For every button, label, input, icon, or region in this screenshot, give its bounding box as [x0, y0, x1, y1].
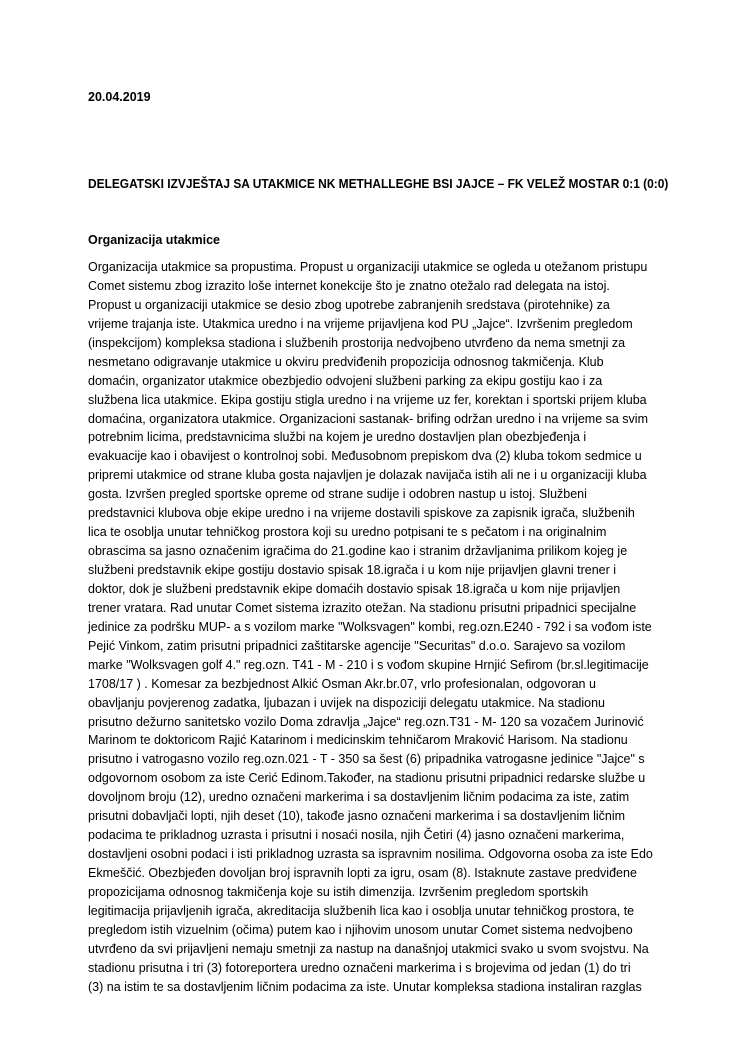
body-line: prisutno i vatrogasno vozilo reg.ozn.021 - T - 350 sa šest (6) pripadnika vatrogasne jedinice "Jajce" s — [88, 752, 645, 767]
section-heading: Organizacija utakmice — [88, 233, 221, 247]
body-line: lica te osoblja unutar tehničkog prostora koji su uredno potpisani te s pečatom i na originalnim — [88, 525, 607, 540]
body-line: doktor, dok je službeni predstavnik ekipe domaćih dostavio spisak 18.igrača u kom nije prijavljen — [88, 581, 621, 596]
body-line: legitimacija prijavljenih igrača, akreditacija službenih lica kao i osoblja unutar tehničkog prostora, te — [88, 903, 635, 918]
body-line: Pejić Vinkom, zatim prisutni pripadnici zaštitarske agencije "Securitas" d.o.o. Sarajevo sa vozilom — [88, 638, 626, 653]
body-line: pripremi utakmice od strane kluba gosta najavljen je dolazak navijača istih ali ne i u organizaciji kluba — [88, 468, 647, 483]
body-line: obrascima sa jasno označenim igračima do 21.godine kao i stranim državljanima prilikom kojeg je — [88, 544, 628, 559]
body-line: nesmetano odigravanje utakmice u okviru predviđenih propozicija odnosnog takmičenja. Klub — [88, 354, 604, 369]
body-line: 1708/17 ) . Komesar za bezbjednost Alkić Osman Akr.br.07, vrlo profesionalan, odgovoran u — [88, 676, 596, 691]
body-line: službeni predstavnik ekipe gostiju dostavio spisak 18.igrača i u kom nije prijavljen glavni trener i — [88, 563, 617, 577]
body-line: Marinom te doktoricom Rajić Katarinom i medicinskim tehničarom Mraković Harisom. Na stadionu — [88, 733, 628, 748]
body-line: stadionu prisutna i tri (3) fotoreportera uredno označeni markerima i s brojevima od jedan (1) do tri — [88, 960, 631, 975]
body-line: prisutni dobavljači lopti, njih deset (10), takođe jasno označeni markerima i sa dostavljenim ličnim — [88, 809, 626, 824]
report-date: 20.04.2019 — [88, 90, 151, 104]
body-paragraph — [88, 258, 668, 997]
body-line: marke "Wolksvagen golf 4." reg.ozn. T41 - M - 210 i s vođom skupine Hrnjić Sefirom (br.sl.legitimacije — [88, 657, 649, 672]
body-line: odgovornom osobom za iste Cerić Edinom.Također, na stadionu prisutni pripadnici redarske službe u — [88, 771, 646, 786]
body-line: (3) na istim te sa dostavljenim ličnim podacima za iste. Unutar kompleksa stadiona instaliran razglas — [88, 979, 642, 994]
body-line: utvrđeno da svi prijavljeni nemaju smetnji za nastup na današnjoj utakmici svako u svom svojstvu. Na — [88, 941, 649, 956]
body-line: pregledom istih vizuelnim (očima) putem kao i njihovim unosom unutar Comet sistema nedvojbeno — [88, 922, 633, 937]
body-line: Propust u organizaciji utakmice se desio zbog upotrebe zabranjenih sredstava (pirotehnike) za — [88, 297, 610, 312]
body-line: Ekmeščić. Obezbjeđen dovoljan broj ispravnih lopti za igru, osam (8). Istaknute zastave predviđene — [88, 866, 637, 880]
body-line: predstavnici klubova obje ekipe uredno i na vrijeme dostavili spiskove za zapisnik igrača, službenih — [88, 506, 635, 521]
report-title: DELEGATSKI IZVJEŠTAJ SA UTAKMICE NK METHALLEGHE BSI JAJCE – FK VELEŽ MOSTAR 0:1 (0:0) — [88, 177, 669, 191]
body-line: vrijeme trajanja iste. Utakmica uredno i na vrijeme prijavljena kod PU „Jajce“. Izvršenim pregledom — [88, 316, 633, 331]
body-line: domaćina, organizatora utakmice. Organizacioni sastanak- brifing održan uredno i na vrijeme sa svim — [88, 411, 648, 426]
body-line: obavljanju povjerenog zadatka, ljubazan i uvijek na dispoziciji delegatu utakmice. Na stadionu — [88, 695, 605, 710]
body-line: dostavljeni osobni podaci i isti prikladnog uzrasta sa ispravnim nosilima. Odgovorna osoba za iste Edo — [88, 847, 653, 862]
body-line: Comet sistemu zbog izrazito loše internet konekcije što je znatno otežalo rad delegata na istoj. — [88, 278, 610, 293]
body-line: jedinice za podršku MUP- a s vozilom marke "Wolksvagen" kombi, reg.ozn.E240 - 792 i sa vođom iste — [88, 619, 652, 634]
body-line: dovoljnom broju (12), uredno označeni markerima i sa dostavljenim ličnim podacima za iste, zatim — [88, 790, 630, 805]
body-line: gosta. Izvršen pregled sportske opreme od strane sudije i odobren nastup u istoj. Službeni — [88, 487, 587, 502]
body-line: prisutno dežurno sanitetsko vozilo Doma zdravlja „Jajce“ reg.ozn.T31 - M- 120 sa vozačem Jurinović — [88, 714, 644, 729]
body-line: evakuacije kao i obavijest o kontrolnoj sobi. Međusobnom prepiskom dva (2) kluba tokom sedmice u — [88, 449, 642, 464]
body-line: domaćin, organizator utakmice obezbjedio odvojeni službeni parking za ekipu gostiju kao i za — [88, 373, 603, 388]
body-line: propozicijama odnosnog takmičenja koje su istih dimenzija. Izvršenim pregledom sportskih — [88, 884, 589, 899]
body-line: službena lica utakmice. Ekipa gostiju stigla uredno i na vrijeme uz fer, korektan i sportski prijem kluba — [88, 392, 647, 407]
body-line: potrebnim licima, predstavnicima službi na kojem je uredno dostavljen plan obezbjeđenja i — [88, 430, 587, 445]
body-line: podacima te prikladnog uzrasta i prisutni i nosaći nosila, njih Četiri (4) jasno označeni markerima, — [88, 828, 625, 843]
body-line: trener vratara. Rad unutar Comet sistema izrazito otežan. Na stadionu prisutni pripadnici specijalne — [88, 600, 637, 615]
body-line: Organizacija utakmice sa propustima. Propust u organizaciji utakmice se ogleda u otežanom pristupu — [88, 260, 648, 274]
body-line: (inspekcijom) kompleksa stadiona i službenih prostorija nedvojbeno utvrđeno da nema smetnji za — [88, 335, 626, 350]
